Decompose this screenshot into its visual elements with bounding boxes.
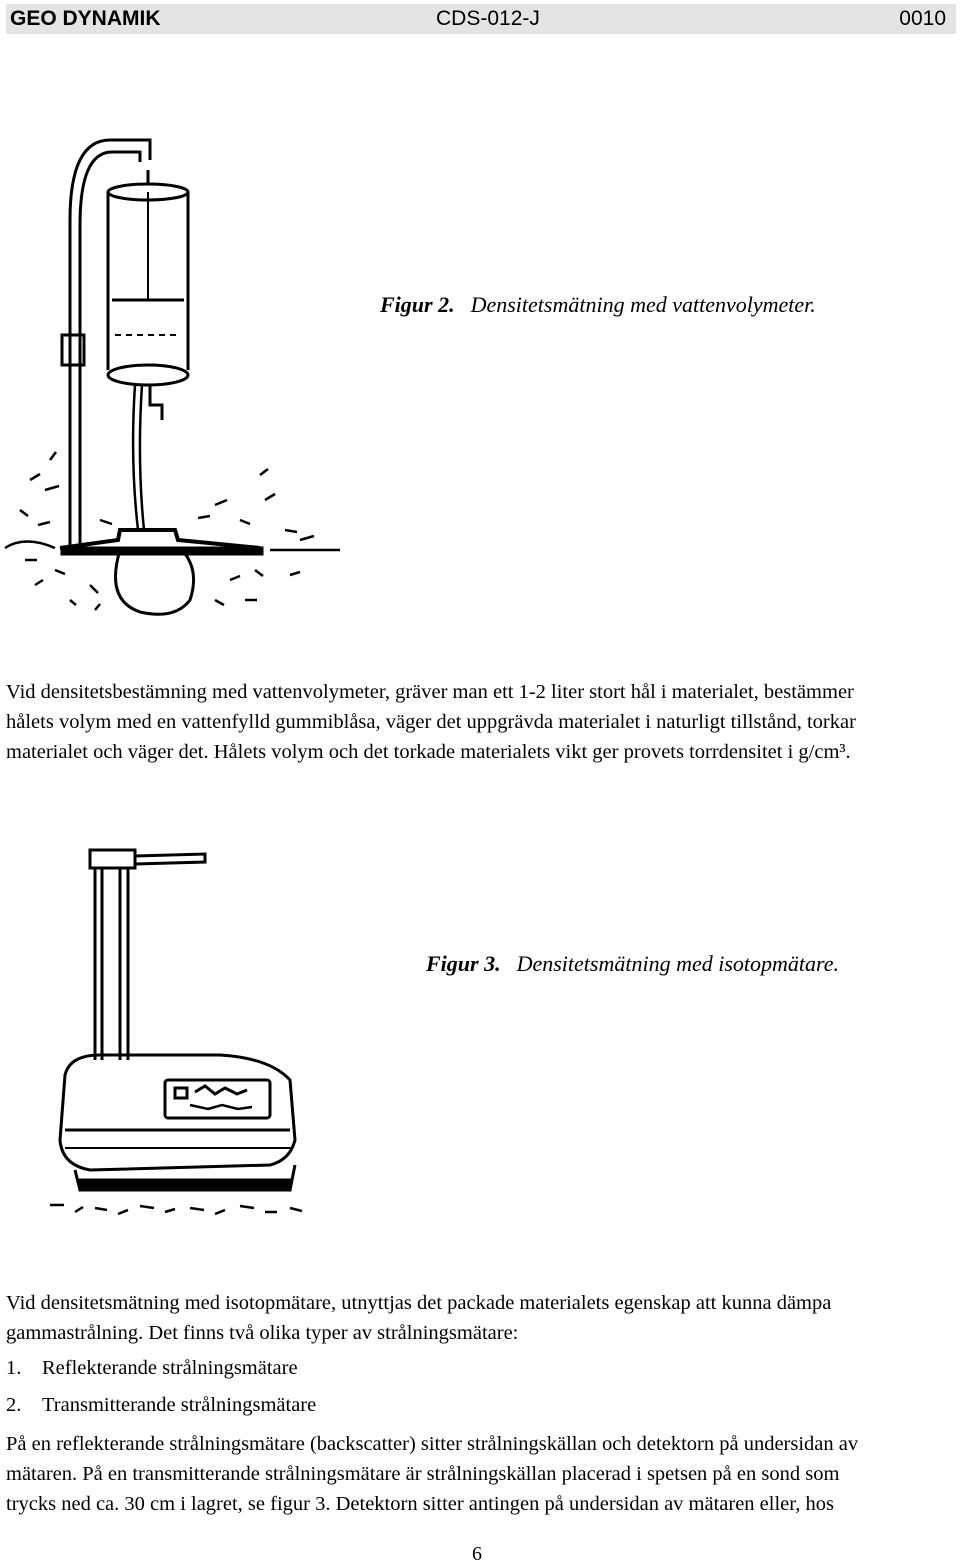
list-text: Transmitterande strålningsmätare xyxy=(42,1394,317,1416)
list-number: 2. xyxy=(6,1394,22,1416)
list-text: Reflekterande strålningsmätare xyxy=(42,1357,298,1379)
page-number: 6 xyxy=(472,1543,482,1565)
paragraph-isotope xyxy=(6,1288,958,1348)
figure-3-number: Figur 3. xyxy=(426,951,501,976)
brand-name: GEO DYNAMIK xyxy=(10,7,161,30)
paragraph-line: På en reflekterande strålningsmätare (backscatter) sitter strålningskällan och detektorn på undersidan av xyxy=(6,1433,859,1455)
page-header xyxy=(6,4,956,34)
figure-2-title: Densitetsmätning med vattenvolymeter. xyxy=(470,292,816,317)
paragraph-line: Vid densitetsbestämning med vattenvolymeter, gräver man ett 1-2 liter stort hål i materialet, bestämmer xyxy=(6,681,854,703)
paragraph-gauge-types xyxy=(6,1429,958,1519)
paragraph-line: gammastrålning. Det finns två olika typer av strålningsmätare: xyxy=(6,1322,519,1344)
list-item xyxy=(6,1357,298,1380)
paragraph-line: mätaren. På en transmitterande strålningsmätare är strålningskällan placerad i spetsen på en sond som xyxy=(6,1463,840,1485)
paragraph-line: trycks ned ca. 30 cm i lagret, se figur 3. Detektorn sitter antingen på undersidan av mätaren eller, hos xyxy=(6,1493,835,1515)
figure-3-title: Densitetsmätning med isotopmätare. xyxy=(516,951,840,976)
isotope-gauge-illustration xyxy=(40,830,330,1220)
figure-2-number: Figur 2. xyxy=(380,292,455,317)
list-item xyxy=(6,1394,316,1417)
paragraph-line: Vid densitetsmätning med isotopmätare, utnyttjas det packade materialets egenskap att kunna dämpa xyxy=(6,1292,832,1314)
paragraph-line: materialet och väger det. Hålets volym och det torkade materialets vikt ger provets torrdensitet i g/cm³. xyxy=(6,741,851,763)
figure-3-caption xyxy=(426,951,839,977)
figure-2-caption xyxy=(380,292,816,318)
water-volumeter-illustration xyxy=(0,130,350,625)
document-code: CDS-012-J xyxy=(436,7,540,30)
page-code: 0010 xyxy=(899,7,946,30)
paragraph-line: hålets volym med en vattenfylld gummiblåsa, väger det uppgrävda materialet i naturligt tillstånd, torkar xyxy=(6,711,856,733)
paragraph-volumeter xyxy=(6,677,958,767)
list-number: 1. xyxy=(6,1357,22,1379)
